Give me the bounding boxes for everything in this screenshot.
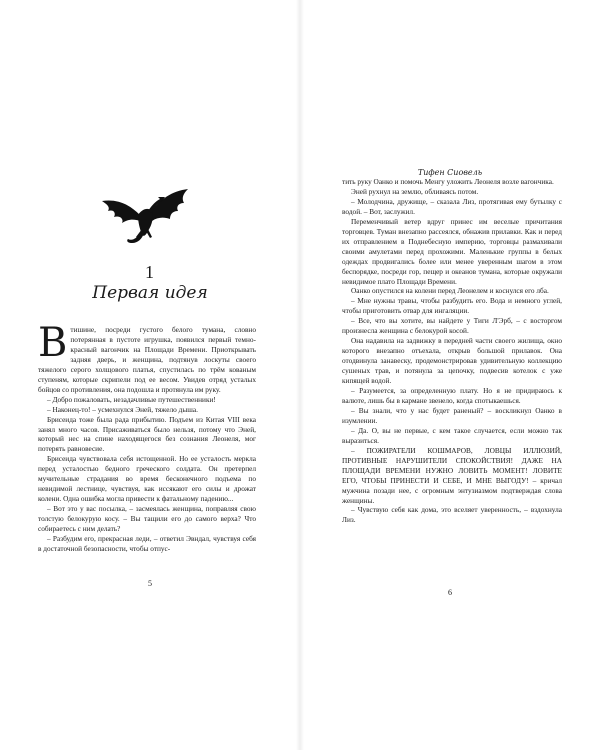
opening-paragraph — [38, 320, 256, 395]
dragon-icon — [98, 185, 192, 247]
paragraph: Оанко опустился на колени перед Леонелем и коснулся его лба. — [351, 286, 549, 296]
paragraph: – ПОЖИРАТЕЛИ КОШМАРОВ, ЛОВЦЫ ИЛЛЮЗИЙ, ПРОТИВНЫЕ НАРУШИТЕЛИ СПОКОЙСТВИЯ! ДАЖЕ НА ПЛОЩАДИ ВРЕМЕНИ НУЖНО ЛОВИТЬ МОМЕНТ! ЛОВИТЕ ЕГО, ЧТОБЫ ПРИНЕСТИ И СЕБЕ, И МНЕ ВЫГОДУ! – кричал мужчина позади нее, с огромным энтузиазмом подтверждая слова женщины. — [342, 445, 562, 505]
page-number-right: 6 — [448, 588, 452, 597]
paragraph: Она надавила на задвижку в передней части своего жилища, окно которого внезапно отъехала, открыв большой прилавок. Она отодвинула занавеску, продемонстрировав удивительную коллекцию сушеных трав, и потянула за цепочку, подвесив котелок с уже кипящей водой. — [342, 336, 562, 386]
paragraph: Переменчивый ветер вдруг принес им веселые причитания торговцев. Туман внезапно рассеялся, обнажив прилавки. Как и перед их отправлением в Поднебесную империю, торговцы размахивали своими амулетами перед прохожими. Маленькие группы в белых одеждах продвигались более или менее уверенным шагом в этом беспорядке, посреди гор, пещер и океанов тумана, которые окружали невидимое плато Площади Времени. — [342, 216, 562, 286]
paragraph: Эней рухнул на землю, обливаясь потом. — [351, 186, 479, 196]
paragraph: – Наконец-то! – усмехнулся Эней, тяжело дыша. — [47, 404, 198, 414]
paragraph: – Вы знали, что у нас будет раненый? – воскликнул Оанко в изумлении. — [342, 405, 562, 425]
left-page-text — [38, 320, 256, 554]
paragraph: – Разбудим его, прекрасная леди, – ответил Эвндал, чувствуя себя в достаточной безопасности, чтобы отпус- — [38, 534, 256, 553]
paragraph: – Добро пожаловать, незадачливые путешественники! — [47, 394, 216, 404]
paragraph: – Разумеется, за определенную плату. Но я не придираюсь к валюте, лишь бы в кармане звенело, когда спотыкаешься. — [342, 386, 562, 405]
paragraph: – Молодчина, дружище, – сказала Лиз, протягивая ему бутылку с водой. – Вот, заслужил. — [342, 196, 562, 216]
chapter-title: Первая идея — [92, 283, 208, 303]
dropcap-letter: В — [38, 320, 68, 366]
page-number-left: 5 — [148, 579, 152, 588]
paragraph: – Да. О, вы не первые, с кем такое случается, если можно так выразиться. — [342, 425, 562, 445]
paragraph: – Все, что вы хотите, вы найдете у Тиги Л'Эрб, – с восторгом произнесла женщина с белокурой косой. — [342, 316, 562, 336]
paragraph: Брисеида чувствовала себя истощенной. Но ее усталость меркла перед усталостью бедного греческого солдата. Он претерпел мучительные страдания во время бесконечного подъема по невидимой лестнице, чувствуя, как иссякают его силы и дрожат колени. Одна ошибка могла привести к фатальному падению... — [38, 454, 256, 504]
right-page-text — [342, 177, 562, 525]
paragraph: – Чувствую себя как дома, это вселяет уверенность, – вздохнула Лиз. — [342, 505, 562, 525]
running-head: Тифен Сиовель — [417, 168, 483, 177]
paragraph: – Мне нужны травы, чтобы разбудить его. Вода и немного углей, чтобы приготовить отвар для ингаляции. — [342, 296, 562, 316]
chapter-number: 1 — [145, 262, 155, 282]
paragraph: Брисеида тоже была рада прибытию. Подъем из Китая VIII века занял много часов. Присаживаться было нельзя, потому что Эней, который нес на спине находящегося без сознания Леонеля, мог потерять равновесие. — [38, 414, 256, 454]
opening-paragraph-text: тишине, посреди густого белого тумана, словно потерянная в пустоте игрушка, появился первый темно-красный вагончик на Площади Времени. Приоткрывать задняя дверь, и женщина, подтянув лоскуты своего тяжелого серого холщового платья, спустилась по трём кованым ступеням, которые скрипели под ее весом. Увидев отряд усталых бойцов со противления, она подошла и протянула им руку. — [38, 325, 256, 394]
right-page — [300, 0, 600, 750]
paragraph: тить руку Оанко и помочь Менгу уложить Леонеля возле вагончика. — [342, 177, 554, 186]
paragraph: – Вот это у вас посылка, – засмеялась женщина, поправляя свою толстую белокурую косу. – Вы тащили его до самого верха? Что собираетесь с ним делать? — [38, 504, 256, 534]
